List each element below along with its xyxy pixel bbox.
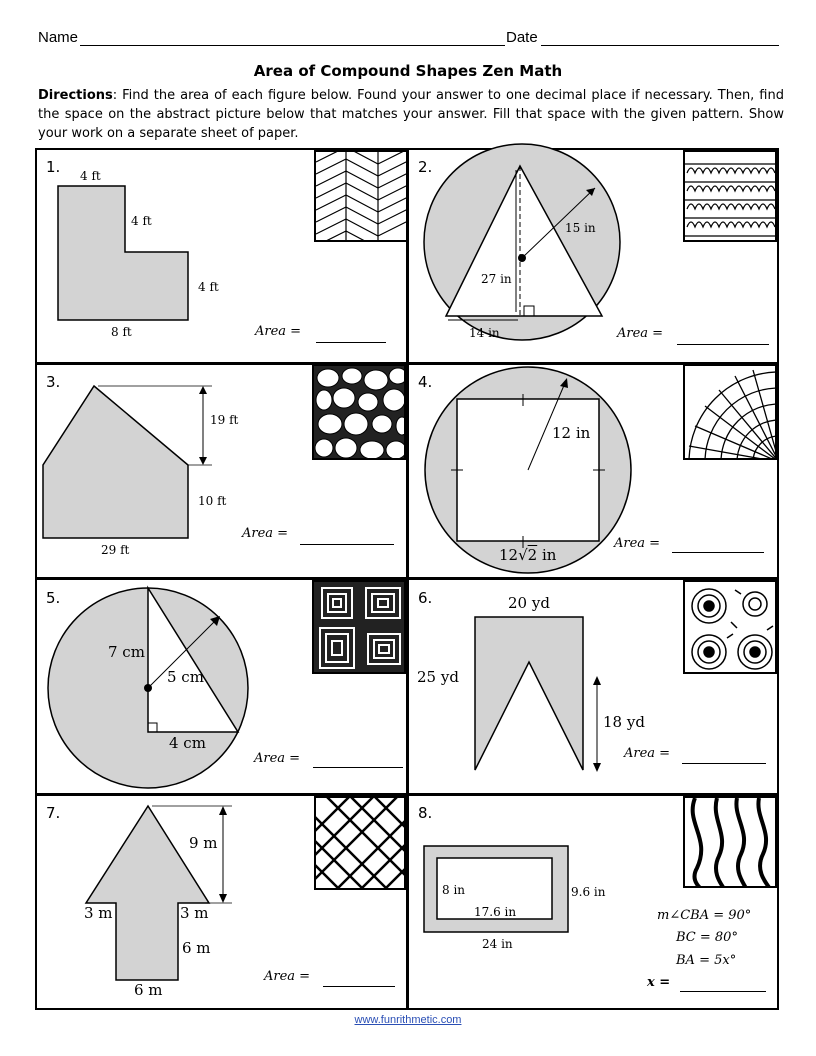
p5-label-leg: 7 cm: [108, 643, 145, 661]
name-label: Name: [38, 29, 79, 46]
p3-label-base: 29 ft: [101, 543, 130, 557]
p7-label-left: 3 m: [84, 904, 113, 922]
p1-area-label: Area =: [255, 324, 302, 339]
date-label: Date: [506, 29, 538, 46]
p4-label-radius: 12 in: [552, 424, 591, 442]
problem-8-number: 8.: [418, 804, 433, 822]
p8-given-arc-ba: BA = 5x°: [676, 953, 737, 968]
p4-label-side-coef: 12: [499, 546, 519, 564]
p7-label-height: 9 m: [189, 834, 218, 852]
p1-label-top: 4 ft: [80, 169, 101, 183]
p7-area-label: Area =: [264, 969, 311, 984]
problem-2-number: 2.: [418, 158, 433, 176]
p8-label-outer-height: 9.6 in: [571, 885, 606, 899]
p2-label-base: 14 in: [469, 326, 500, 340]
p8-label-inner-width: 17.6 in: [474, 905, 517, 919]
p8-label-inner-height: 8 in: [442, 883, 466, 897]
p5-area-label: Area =: [254, 751, 301, 766]
p3-label-height: 19 ft: [210, 413, 239, 427]
p7-label-base: 6 m: [134, 981, 163, 999]
p3-area-label: Area =: [242, 526, 289, 541]
p5-label-radius: 5 cm: [167, 668, 204, 686]
p7-label-stem: 6 m: [182, 939, 211, 957]
p5-label-base: 4 cm: [169, 734, 206, 752]
footer-link[interactable]: www.funrithmetic.com: [354, 1014, 462, 1026]
directions-text: : Find the area of each figure below. Found your answer to one decimal place if necessary. Then, find the space on the abstract picture below that matches your answer. Fill that space with the given pattern. Show your work on a separate sheet of paper.: [38, 88, 784, 141]
p2-area-label: Area =: [617, 326, 664, 341]
p6-label-top: 20 yd: [508, 594, 550, 612]
directions-heading: Directions: [38, 88, 113, 103]
p8-answer-label: x =: [647, 975, 671, 990]
problem-4-number: 4.: [418, 373, 433, 391]
p8-given-arc-bc: BC = 80°: [676, 930, 738, 945]
p8-answer-field[interactable]: [680, 991, 766, 992]
p4-area-label: Area =: [614, 536, 661, 551]
p6-label-side: 25 yd: [417, 668, 459, 686]
p1-label-bottom: 8 ft: [111, 325, 132, 339]
p6-label-notch: 18 yd: [603, 713, 645, 731]
problem-5-number: 5.: [46, 589, 61, 607]
p1-label-inner: 4 ft: [131, 214, 152, 228]
problem-1-number: 1.: [46, 158, 61, 176]
p8-given-angle: m∠CBA = 90°: [657, 908, 752, 923]
p8-pattern: [683, 796, 777, 888]
page-title: Area of Compound Shapes Zen Math: [253, 62, 563, 80]
problem-6-number: 6.: [418, 589, 433, 607]
problem-3-number: 3.: [46, 373, 61, 391]
p2-label-height: 27 in: [481, 272, 512, 286]
p3-label-side: 10 ft: [198, 494, 227, 508]
p4-label-side-unit: in: [537, 546, 557, 564]
p6-area-label: Area =: [624, 746, 671, 761]
sqrt-icon: √: [518, 546, 528, 564]
p1-label-right: 4 ft: [198, 280, 219, 294]
p4-label-side-radicand: 2: [527, 546, 538, 564]
problem-7-number: 7.: [46, 804, 61, 822]
p8-pattern-waves-icon: [685, 798, 777, 888]
p2-label-radius: 15 in: [565, 221, 596, 235]
p8-label-outer-width: 24 in: [482, 937, 513, 951]
p7-label-right: 3 m: [180, 904, 209, 922]
